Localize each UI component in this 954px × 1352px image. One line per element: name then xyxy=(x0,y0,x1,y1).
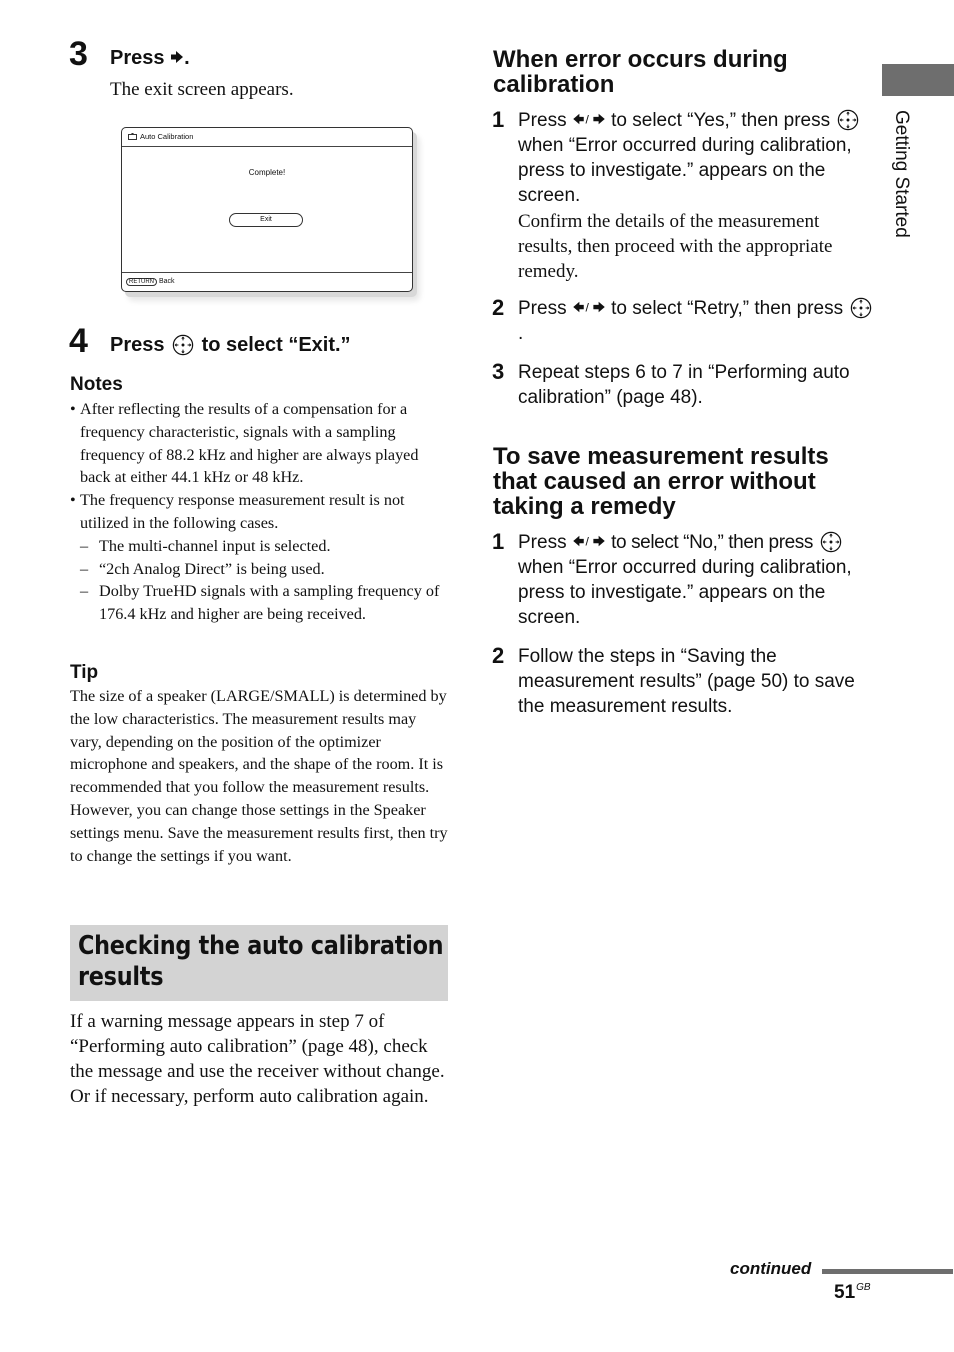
page-suffix: GB xyxy=(856,1282,871,1293)
error-step-2-text xyxy=(518,296,878,346)
error-heading: When error occurs during calibration xyxy=(493,46,788,98)
notes-list xyxy=(70,398,448,626)
save-heading: To save measurement results that caused an error without taking a remedy xyxy=(493,443,829,520)
enter-button-icon xyxy=(837,109,859,131)
screen-title-bar xyxy=(122,128,412,147)
left-right-arrow-icon xyxy=(572,300,606,314)
continued-label: continued xyxy=(730,1259,812,1278)
left-right-arrow-icon xyxy=(572,534,606,548)
save-step-1-text xyxy=(518,530,878,630)
note-item: • The frequency response measurement result is not utilized in the following cases. xyxy=(70,489,448,535)
step-4-post: to select “Exit.” xyxy=(201,334,351,356)
error-step-1-a: Press xyxy=(518,110,567,131)
tv-icon xyxy=(128,133,137,140)
error-step-1-c: when “Error occurred during calibration, press to investigate.” appears on the screen. xyxy=(518,135,852,206)
screen-exit-button: Exit xyxy=(229,213,303,227)
continued-bar xyxy=(822,1269,953,1274)
tip-heading: Tip xyxy=(70,662,99,683)
error-step-2-b: to select “Retry,” then press xyxy=(611,298,844,319)
error-step-3-number: 3 xyxy=(492,359,505,384)
error-step-2-number: 2 xyxy=(492,295,505,320)
screen-footer xyxy=(122,272,412,291)
save-step-1-a: Press xyxy=(518,532,567,553)
step-4-pre: Press xyxy=(110,334,165,356)
enter-button-icon xyxy=(820,531,842,553)
step-3-heading: Press . xyxy=(110,47,190,69)
return-key: RETURN xyxy=(126,278,157,286)
save-step-1-c: when “Error occurred during calibration, press to investigate.” appears on the screen. xyxy=(518,557,852,628)
side-tab-marker xyxy=(882,64,954,96)
side-label xyxy=(888,110,918,270)
section-title: Checking the auto calibration results xyxy=(78,931,444,992)
step-3-label: Press xyxy=(110,47,165,69)
left-right-arrow-icon xyxy=(572,112,606,126)
screen-footer-label: Back xyxy=(159,278,175,285)
step-3-subtext: The exit screen appears. xyxy=(110,79,294,100)
exit-screen-illustration xyxy=(121,127,413,292)
note-item: • After reflecting the results of a compensation for a frequency characteristic, signals with a sampling frequency of 88.2 kHz and higher are always played back at either 44.1 kHz or 48 kHz. xyxy=(70,398,448,489)
note-item: – Dolby TrueHD signals with a sampling frequency of 176.4 kHz and higher are being received. xyxy=(70,580,448,626)
error-step-1-text xyxy=(518,108,873,208)
section-text: If a warning message appears in step 7 of “Performing auto calibration” (page 48), check the message and use the receiver without change. Or if necessary, perform auto calibration again. xyxy=(70,1011,445,1107)
save-step-2-text: Follow the steps in “Saving the measurement results” (page 50) to save the measurement results. xyxy=(518,646,855,717)
error-step-1-number: 1 xyxy=(492,107,505,132)
error-step-3-text: Repeat steps 6 to 7 in “Performing auto calibration” (page 48). xyxy=(518,362,850,408)
step-4-heading xyxy=(110,333,351,357)
notes-heading: Notes xyxy=(70,374,123,395)
enter-button-icon xyxy=(850,297,872,319)
screen-message: Complete! xyxy=(248,168,286,177)
page-number xyxy=(834,1282,871,1304)
step-3-number: 3 xyxy=(69,35,88,73)
error-step-2-c: . xyxy=(518,323,524,344)
error-step-2-a: Press xyxy=(518,298,567,319)
side-label-text: Getting Started xyxy=(891,110,912,238)
screen-title: Auto Calibration xyxy=(140,132,194,141)
error-step-1-b: to select “Yes,” then press xyxy=(611,110,831,131)
page-number-value: 51 xyxy=(834,1282,856,1303)
tip-text: The size of a speaker (LARGE/SMALL) is determined by the low characteristics. The measurement results may vary, depending on the position of the optimizer microphone and speakers, and the shape of the room. It is recommended that you follow the measurement results. However, you can change those settings in the Speaker settings menu. Save the measurement results first, then try to change the settings if you want. xyxy=(70,687,448,865)
enter-button-icon xyxy=(172,334,194,356)
step-4-number: 4 xyxy=(69,322,88,360)
save-step-2-number: 2 xyxy=(492,643,505,668)
note-item: – “2ch Analog Direct” is being used. xyxy=(70,558,448,581)
section-heading-box xyxy=(70,925,448,1001)
note-item: – The multi-channel input is selected. xyxy=(70,535,448,558)
error-step-1-detail: Confirm the details of the measurement results, then proceed with the appropriate remedy. xyxy=(518,211,833,282)
save-step-1-number: 1 xyxy=(492,529,505,554)
save-step-1-b: to select “No,” then press xyxy=(611,532,813,553)
right-arrow-icon xyxy=(170,50,184,64)
